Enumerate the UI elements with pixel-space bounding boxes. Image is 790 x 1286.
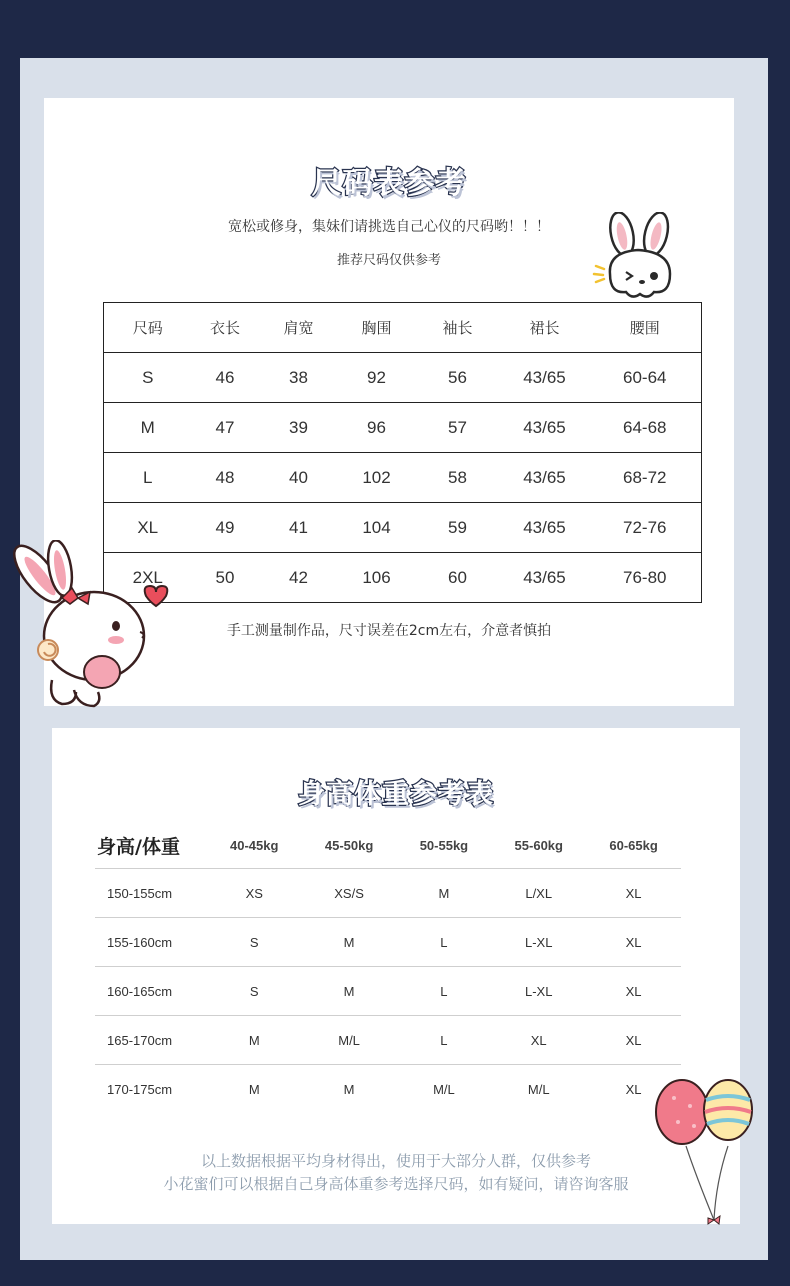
- table-cell: 106: [339, 553, 415, 603]
- table-cell: 47: [192, 403, 259, 453]
- height-weight-card: [52, 728, 740, 1224]
- table-cell: M/L: [527, 1081, 550, 1097]
- header-cell: 尺码: [104, 303, 192, 353]
- table-cell: 58: [415, 453, 501, 503]
- table-cell: S: [104, 353, 192, 403]
- table-cell: L/XL: [525, 885, 553, 901]
- table-cell: S: [249, 934, 259, 950]
- table-cell: 170-175cm: [107, 1081, 173, 1097]
- header-cell: 身高/体重: [97, 835, 180, 858]
- table-cell: M/L: [338, 1032, 360, 1048]
- header-cell: 裙长: [501, 303, 589, 353]
- table-row: [104, 503, 702, 553]
- size-table-header: [104, 303, 702, 353]
- hw-note-1: 以上数据根据平均身材得出，使用于大部分人群，仅供参考: [200, 1152, 591, 1170]
- table-row: [104, 453, 702, 503]
- table-cell: 102: [339, 453, 415, 503]
- table-cell: XS/S: [334, 885, 364, 901]
- header-cell: 肩宽: [259, 303, 339, 353]
- table-cell: L-XL: [524, 934, 553, 950]
- table-row: [95, 967, 681, 1016]
- table-cell: 39: [259, 403, 339, 453]
- table-cell: 56: [415, 353, 501, 403]
- table-cell: 2XL: [104, 553, 192, 603]
- table-cell: 96: [339, 403, 415, 453]
- header-cell: 衣长: [192, 303, 259, 353]
- table-cell: XS: [245, 885, 263, 901]
- table-cell: 155-160cm: [107, 934, 173, 950]
- table-row: [95, 869, 681, 918]
- header-cell: 40-45kg: [230, 837, 279, 853]
- header-cell: 袖长: [415, 303, 501, 353]
- table-cell: XL: [625, 934, 642, 950]
- header-cell: 50-55kg: [419, 837, 469, 853]
- table-cell: 43/65: [501, 503, 589, 553]
- table-cell: M: [104, 403, 192, 453]
- table-cell: 46: [192, 353, 259, 403]
- table-row: [104, 403, 702, 453]
- table-cell: 60: [415, 553, 501, 603]
- table-cell: 160-165cm: [107, 983, 173, 999]
- table-cell: 49: [192, 503, 259, 553]
- table-cell: 92: [339, 353, 415, 403]
- size-table: [103, 302, 702, 603]
- table-cell: 64-68: [589, 403, 702, 453]
- table-cell: 59: [415, 503, 501, 553]
- hw-note-2: 小花蜜们可以根据自己身高体重参考选择尺码，如有疑问，请咨询客服: [163, 1175, 629, 1193]
- table-cell: L: [440, 934, 448, 950]
- size-chart-note: 手工测量制作品，尺寸误差在2cm左右，介意者慎拍: [226, 623, 552, 639]
- header-cell: 腰围: [589, 303, 702, 353]
- header-cell: 55-60kg: [514, 837, 563, 853]
- table-cell: 104: [339, 503, 415, 553]
- table-row: [104, 553, 702, 603]
- table-cell: M: [248, 1081, 260, 1097]
- table-cell: M: [438, 885, 450, 901]
- table-cell: 41: [259, 503, 339, 553]
- table-cell: 42: [259, 553, 339, 603]
- table-cell: M: [343, 983, 355, 999]
- table-row: [95, 1065, 681, 1113]
- table-cell: L: [440, 983, 448, 999]
- table-cell: 68-72: [589, 453, 702, 503]
- table-cell: L: [440, 1032, 448, 1048]
- bunny-with-heart-icon: [12, 540, 177, 720]
- table-cell: XL: [104, 503, 192, 553]
- header-cell: 胸围: [339, 303, 415, 353]
- table-cell: XL: [625, 983, 642, 999]
- table-cell: 43/65: [501, 453, 589, 503]
- size-chart-subtitle: 宽松或修身，集妹们请挑选自己心仪的尺码哟！！！: [228, 219, 550, 235]
- table-cell: S: [249, 983, 259, 999]
- table-cell: XL: [625, 1032, 642, 1048]
- table-cell: 43/65: [501, 553, 589, 603]
- table-cell: L: [104, 453, 192, 503]
- table-cell: 43/65: [501, 353, 589, 403]
- table-cell: XL: [625, 885, 642, 901]
- table-row: [104, 353, 702, 403]
- table-cell: 43/65: [501, 403, 589, 453]
- header-cell: 45-50kg: [324, 837, 374, 853]
- size-chart-title: 尺码表参考: [311, 166, 467, 201]
- balloons-icon: [652, 1076, 760, 1230]
- table-cell: M/L: [433, 1081, 455, 1097]
- table-cell: XL: [625, 1081, 642, 1097]
- table-cell: 48: [192, 453, 259, 503]
- table-cell: M: [248, 1032, 260, 1048]
- table-cell: 50: [192, 553, 259, 603]
- table-cell: M: [343, 934, 355, 950]
- hw-chart-title: 身高体重参考表: [298, 779, 494, 810]
- table-cell: 57: [415, 403, 501, 453]
- table-cell: M: [343, 1081, 355, 1097]
- hw-table-header: [95, 822, 681, 869]
- table-row: [95, 918, 681, 967]
- table-cell: 38: [259, 353, 339, 403]
- header-cell: 60-65kg: [609, 837, 658, 853]
- table-row: [95, 1016, 681, 1065]
- table-cell: 72-76: [589, 503, 702, 553]
- hw-table: [95, 822, 681, 1113]
- table-cell: 150-155cm: [107, 885, 173, 901]
- table-cell: 60-64: [589, 353, 702, 403]
- table-cell: L-XL: [524, 983, 553, 999]
- winking-bunny-icon: [592, 212, 682, 304]
- table-cell: 40: [259, 453, 339, 503]
- table-cell: 76-80: [589, 553, 702, 603]
- size-chart-subtitle2: 推荐尺码仅供参考: [336, 253, 441, 268]
- table-cell: 165-170cm: [107, 1032, 173, 1048]
- table-cell: XL: [530, 1032, 547, 1048]
